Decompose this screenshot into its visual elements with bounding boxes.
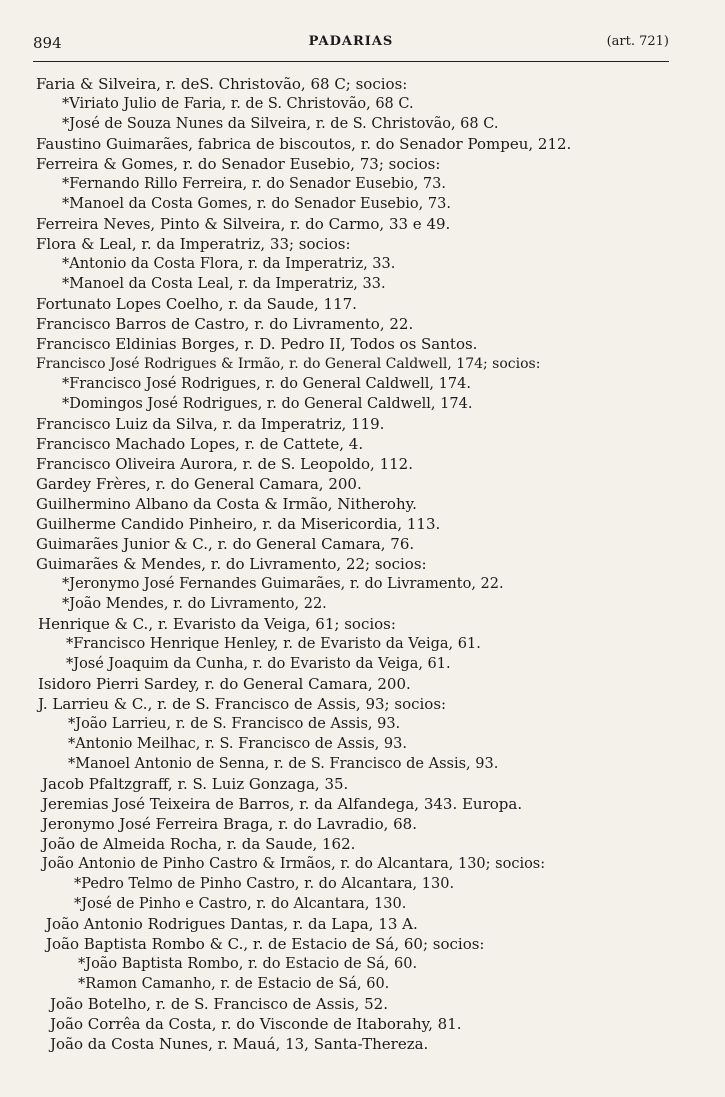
- partner-entry: *Antonio Meilhac, r. S. Francisco de Assis, 93.: [68, 736, 407, 752]
- directory-entry: Jacob Pfaltzgraff, r. S. Luiz Gonzaga, 35.: [42, 775, 349, 793]
- directory-entry: Isidoro Pierri Sardey, r. do General Camara, 200.: [38, 675, 411, 693]
- directory-entry: João Antonio de Pinho Castro & Irmãos, r. do Alcantara, 130; socios:: [42, 856, 546, 872]
- partner-entry: *Francisco José Rodrigues, r. do General Caldwell, 174.: [62, 376, 471, 392]
- directory-entry: Jeremias José Teixeira de Barros, r. da Alfandega, 343. Europa.: [42, 795, 523, 813]
- directory-entry: Francisco Oliveira Aurora, r. de S. Leopoldo, 112.: [36, 455, 413, 473]
- directory-entry: Faria & Silveira, r. deS. Christovão, 68 C; socios:: [36, 75, 408, 93]
- running-title: PADARIAS: [308, 34, 394, 49]
- directory-entry: Guilhermino Albano da Costa & Irmão, Nitherohy.: [36, 495, 417, 513]
- partner-entry: *Fernando Rillo Ferreira, r. do Senador Eusebio, 73.: [62, 176, 446, 192]
- directory-entry: Francisco Eldinias Borges, r. D. Pedro II, Todos os Santos.: [36, 335, 478, 353]
- directory-entry: Henrique & C., r. Evaristo da Veiga, 61; socios:: [38, 615, 396, 633]
- partner-entry: *Ramon Camanho, r. de Estacio de Sá, 60.: [78, 976, 390, 992]
- directory-entry: Ferreira & Gomes, r. do Senador Eusebio, 73; socios:: [36, 155, 441, 173]
- directory-entry: Guimarães & Mendes, r. do Livramento, 22; socios:: [36, 555, 427, 573]
- directory-entry: Francisco Machado Lopes, r. de Cattete, 4.: [36, 435, 364, 453]
- directory-entry: Guilherme Candido Pinheiro, r. da Misericordia, 113.: [36, 515, 441, 533]
- partner-entry: *Jeronymo José Fernandes Guimarães, r. do Livramento, 22.: [62, 576, 504, 592]
- directory-entry: João de Almeida Rocha, r. da Saude, 162.: [42, 835, 356, 853]
- partner-entry: *João Mendes, r. do Livramento, 22.: [62, 596, 327, 612]
- directory-entry: Faustino Guimarães, fabrica de biscoutos, r. do Senador Pompeu, 212.: [36, 135, 572, 153]
- directory-entry: Gardey Frères, r. do General Camara, 200.: [36, 475, 362, 493]
- header-rule: [33, 61, 669, 62]
- page-number: 894: [33, 34, 62, 52]
- partner-entry: *José de Souza Nunes da Silveira, r. de S. Christovão, 68 C.: [62, 116, 499, 132]
- partner-entry: *Manoel da Costa Gomes, r. do Senador Eusebio, 73.: [62, 196, 451, 212]
- directory-entry: Fortunato Lopes Coelho, r. da Saude, 117.: [36, 295, 357, 313]
- directory-entry: João Baptista Rombo & C., r. de Estacio de Sá, 60; socios:: [46, 935, 485, 953]
- partner-entry: *Antonio da Costa Flora, r. da Imperatriz, 33.: [62, 256, 396, 272]
- partner-entry: *Viriato Julio de Faria, r. de S. Christovão, 68 C.: [62, 96, 414, 112]
- directory-entry: Francisco José Rodrigues & Irmão, r. do General Caldwell, 174; socios:: [36, 356, 541, 372]
- partner-entry: *José de Pinho e Castro, r. do Alcantara, 130.: [74, 896, 407, 912]
- partner-entry: *João Baptista Rombo, r. do Estacio de Sá, 60.: [78, 956, 418, 972]
- page-header: [33, 34, 669, 56]
- partner-entry: *Manoel Antonio de Senna, r. de S. Francisco de Assis, 93.: [68, 756, 499, 772]
- partner-entry: *José Joaquim da Cunha, r. do Evaristo da Veiga, 61.: [66, 656, 451, 672]
- directory-entry: Jeronymo José Ferreira Braga, r. do Lavradio, 68.: [42, 815, 417, 833]
- directory-entry: João Antonio Rodrigues Dantas, r. da Lapa, 13 A.: [46, 915, 418, 933]
- directory-entry: João Corrêa da Costa, r. do Visconde de Itaborahy, 81.: [50, 1015, 462, 1033]
- partner-entry: *Manoel da Costa Leal, r. da Imperatriz, 33.: [62, 276, 386, 292]
- directory-entry: João da Costa Nunes, r. Mauá, 13, Santa-Thereza.: [50, 1035, 429, 1053]
- partner-entry: *João Larrieu, r. de S. Francisco de Assis, 93.: [68, 716, 401, 732]
- directory-entry: Guimarães Junior & C., r. do General Camara, 76.: [36, 535, 415, 553]
- directory-entry: J. Larrieu & C., r. de S. Francisco de Assis, 93; socios:: [38, 695, 447, 713]
- directory-entry: Flora & Leal, r. da Imperatriz, 33; socios:: [36, 235, 351, 253]
- directory-entry: Francisco Luiz da Silva, r. da Imperatriz, 119.: [36, 415, 385, 433]
- partner-entry: *Francisco Henrique Henley, r. de Evaristo da Veiga, 61.: [66, 636, 481, 652]
- directory-entry: Ferreira Neves, Pinto & Silveira, r. do Carmo, 33 e 49.: [36, 215, 451, 233]
- article-reference: (art. 721): [606, 34, 669, 49]
- directory-entry: João Botelho, r. de S. Francisco de Assis, 52.: [50, 995, 388, 1013]
- directory-entry: Francisco Barros de Castro, r. do Livramento, 22.: [36, 315, 414, 333]
- partner-entry: *Domingos José Rodrigues, r. do General Caldwell, 174.: [62, 396, 473, 412]
- partner-entry: *Pedro Telmo de Pinho Castro, r. do Alcantara, 130.: [74, 876, 455, 892]
